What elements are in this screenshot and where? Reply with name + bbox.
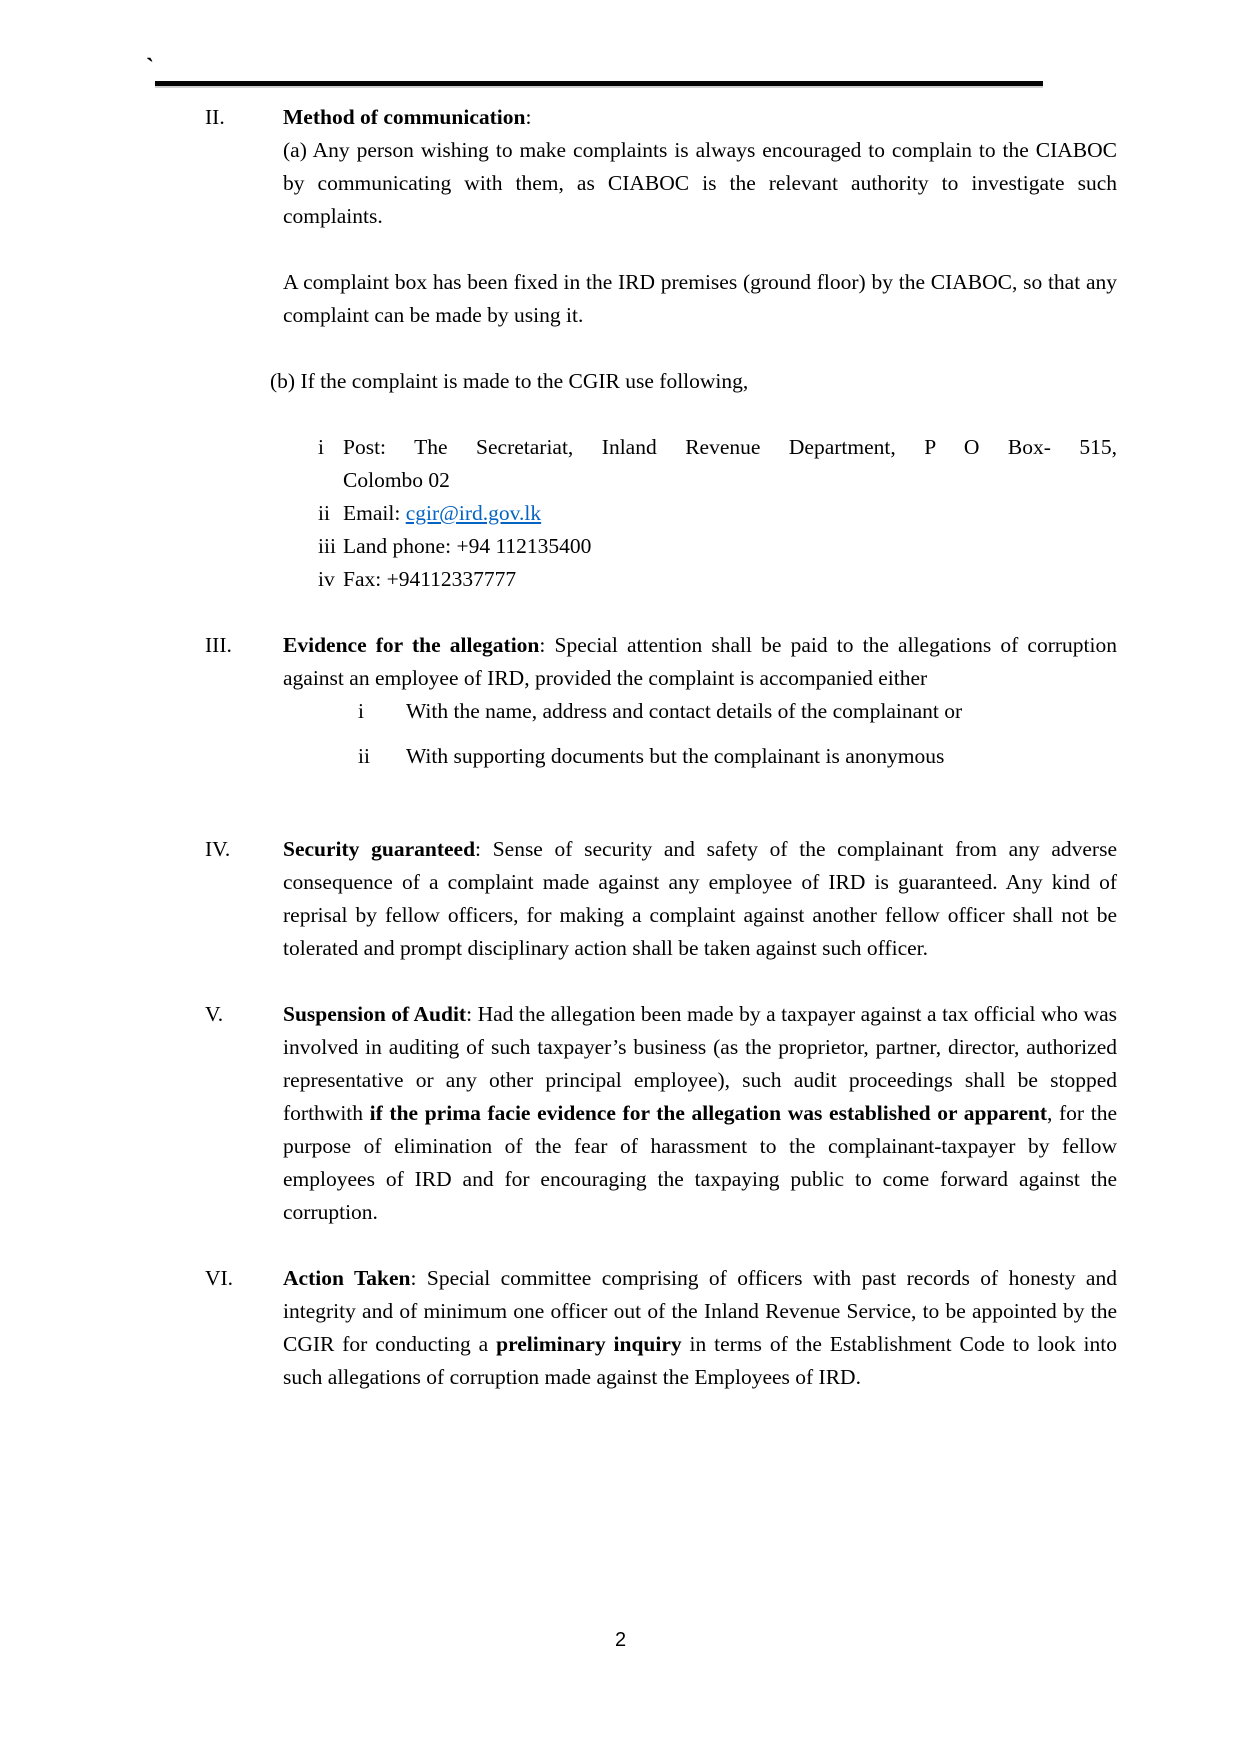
text-run: : <box>525 105 532 129</box>
list-marker: ii <box>358 744 370 768</box>
text-run: Action Taken <box>283 1266 411 1290</box>
text-run: : Special committee comprising of officers with past records of honesty and integrity and of minimum one officer out of the Inland Revenue Service, to be appointed by the CGIR for conducting a <box>283 1266 1117 1356</box>
section-numeral: VI. <box>205 1266 234 1290</box>
text-run: if the prima facie evidence for the allegation was established or apparent <box>369 1101 1047 1125</box>
stray-tick-mark: ` <box>146 55 154 81</box>
contact-item-text <box>343 497 1117 530</box>
contact-post-line1: Post: The Secretariat, Inland Revenue Department, P O Box- 515, <box>343 435 1117 459</box>
section-content <box>270 101 1117 596</box>
text-run: : Special attention shall be paid to the allegations of corruption against an employee of IRD, provided the complaint is accompanied either <box>283 633 1117 690</box>
section-method-of-communication <box>205 101 1117 596</box>
list-marker: i <box>358 699 364 723</box>
paragraph-b: (b) If the complaint is made to the CGIR use following, <box>270 369 749 393</box>
section-suspension-of-audit <box>205 998 1117 1229</box>
contact-item-fax <box>283 563 1117 596</box>
section-lead-paragraph <box>283 998 1117 1229</box>
text-run: Suspension of Audit <box>283 1002 467 1026</box>
text-run: Method of communication <box>283 105 526 129</box>
text-run: preliminary inquiry <box>496 1332 682 1356</box>
top-horizontal-rule <box>155 81 1043 86</box>
text-run: in terms of the Establishment Code to look into such allegations of corruption made against the Employees of IRD. <box>283 1332 1117 1389</box>
section-numeral: III. <box>205 633 232 657</box>
contact-item-email <box>283 497 1117 530</box>
text-run: Evidence for the allegation <box>283 633 540 657</box>
section-content <box>283 833 1117 965</box>
document-body <box>205 101 1117 1394</box>
list-marker: iv <box>318 567 335 591</box>
section-content <box>283 1262 1117 1394</box>
evidence-subitem-named <box>283 695 1117 728</box>
email-link[interactable]: cgir@ird.gov.lk <box>405 501 542 525</box>
paragraph-complaint-box: A complaint box has been fixed in the IRD premises (ground floor) by the CIABOC, so that any complaint can be made by using it. <box>283 270 1117 327</box>
section-content <box>283 998 1117 1229</box>
section-lead-paragraph <box>283 629 1117 695</box>
contact-item-land-phone <box>283 530 1117 563</box>
contact-post-line2: Colombo 02 <box>343 468 450 492</box>
paragraph-a: (a) Any person wishing to make complaints is always encouraged to complain to the CIABOC by communicating with them, as CIABOC is the relevant authority to investigate such complaints. <box>283 138 1117 228</box>
contact-item-text: Fax: +94112337777 <box>343 567 517 591</box>
evidence-subitem-anonymous <box>283 740 1117 773</box>
text-run: : Sense of security and safety of the complainant from any adverse consequence of a complaint made against any employee of IRD is guaranteed. Any kind of reprisal by fellow officers, for making a complaint against another fellow officer shall not be tolerated and prompt disciplinary action shall be taken against such officer. <box>283 837 1117 960</box>
section-numeral: IV. <box>205 837 231 861</box>
page-number: 2 <box>614 1629 627 1651</box>
list-marker: iii <box>318 534 336 558</box>
list-marker: i <box>318 435 324 459</box>
section-lead-paragraph <box>283 833 1117 965</box>
section-evidence-for-allegation <box>205 629 1117 773</box>
section-security-guaranteed <box>205 833 1117 965</box>
section-numeral: V. <box>205 1002 224 1026</box>
contact-item-post <box>283 431 1117 497</box>
subitem-text: With supporting documents but the complainant is anonymous <box>406 744 945 768</box>
contact-item-text <box>343 431 1117 497</box>
subitem-text: With the name, address and contact details of the complainant or <box>406 699 963 723</box>
section-numeral: II. <box>205 105 225 129</box>
text-run: , for the purpose of elimination of the fear of harassment to the complainant-taxpayer by fellow employees of IRD and for encouraging the taxpaying public to come forward against the corruption. <box>283 1101 1117 1224</box>
contact-item-text: Land phone: +94 112135400 <box>343 534 592 558</box>
text-run: : Had the allegation been made by a taxpayer against a tax official who was involved in auditing of such taxpayer’s business (as the proprietor, partner, director, authorized representative or any other principal employee), such audit proceedings shall be stopped forthwith <box>283 1002 1117 1125</box>
section-heading <box>283 101 1117 134</box>
list-marker: ii <box>318 501 330 525</box>
text-run: Email: <box>343 501 406 525</box>
cgir-contact-list <box>283 431 1117 596</box>
text-run: Security guaranteed <box>283 837 476 861</box>
section-content <box>283 629 1117 773</box>
section-lead-paragraph <box>283 1262 1117 1394</box>
section-action-taken <box>205 1262 1117 1394</box>
